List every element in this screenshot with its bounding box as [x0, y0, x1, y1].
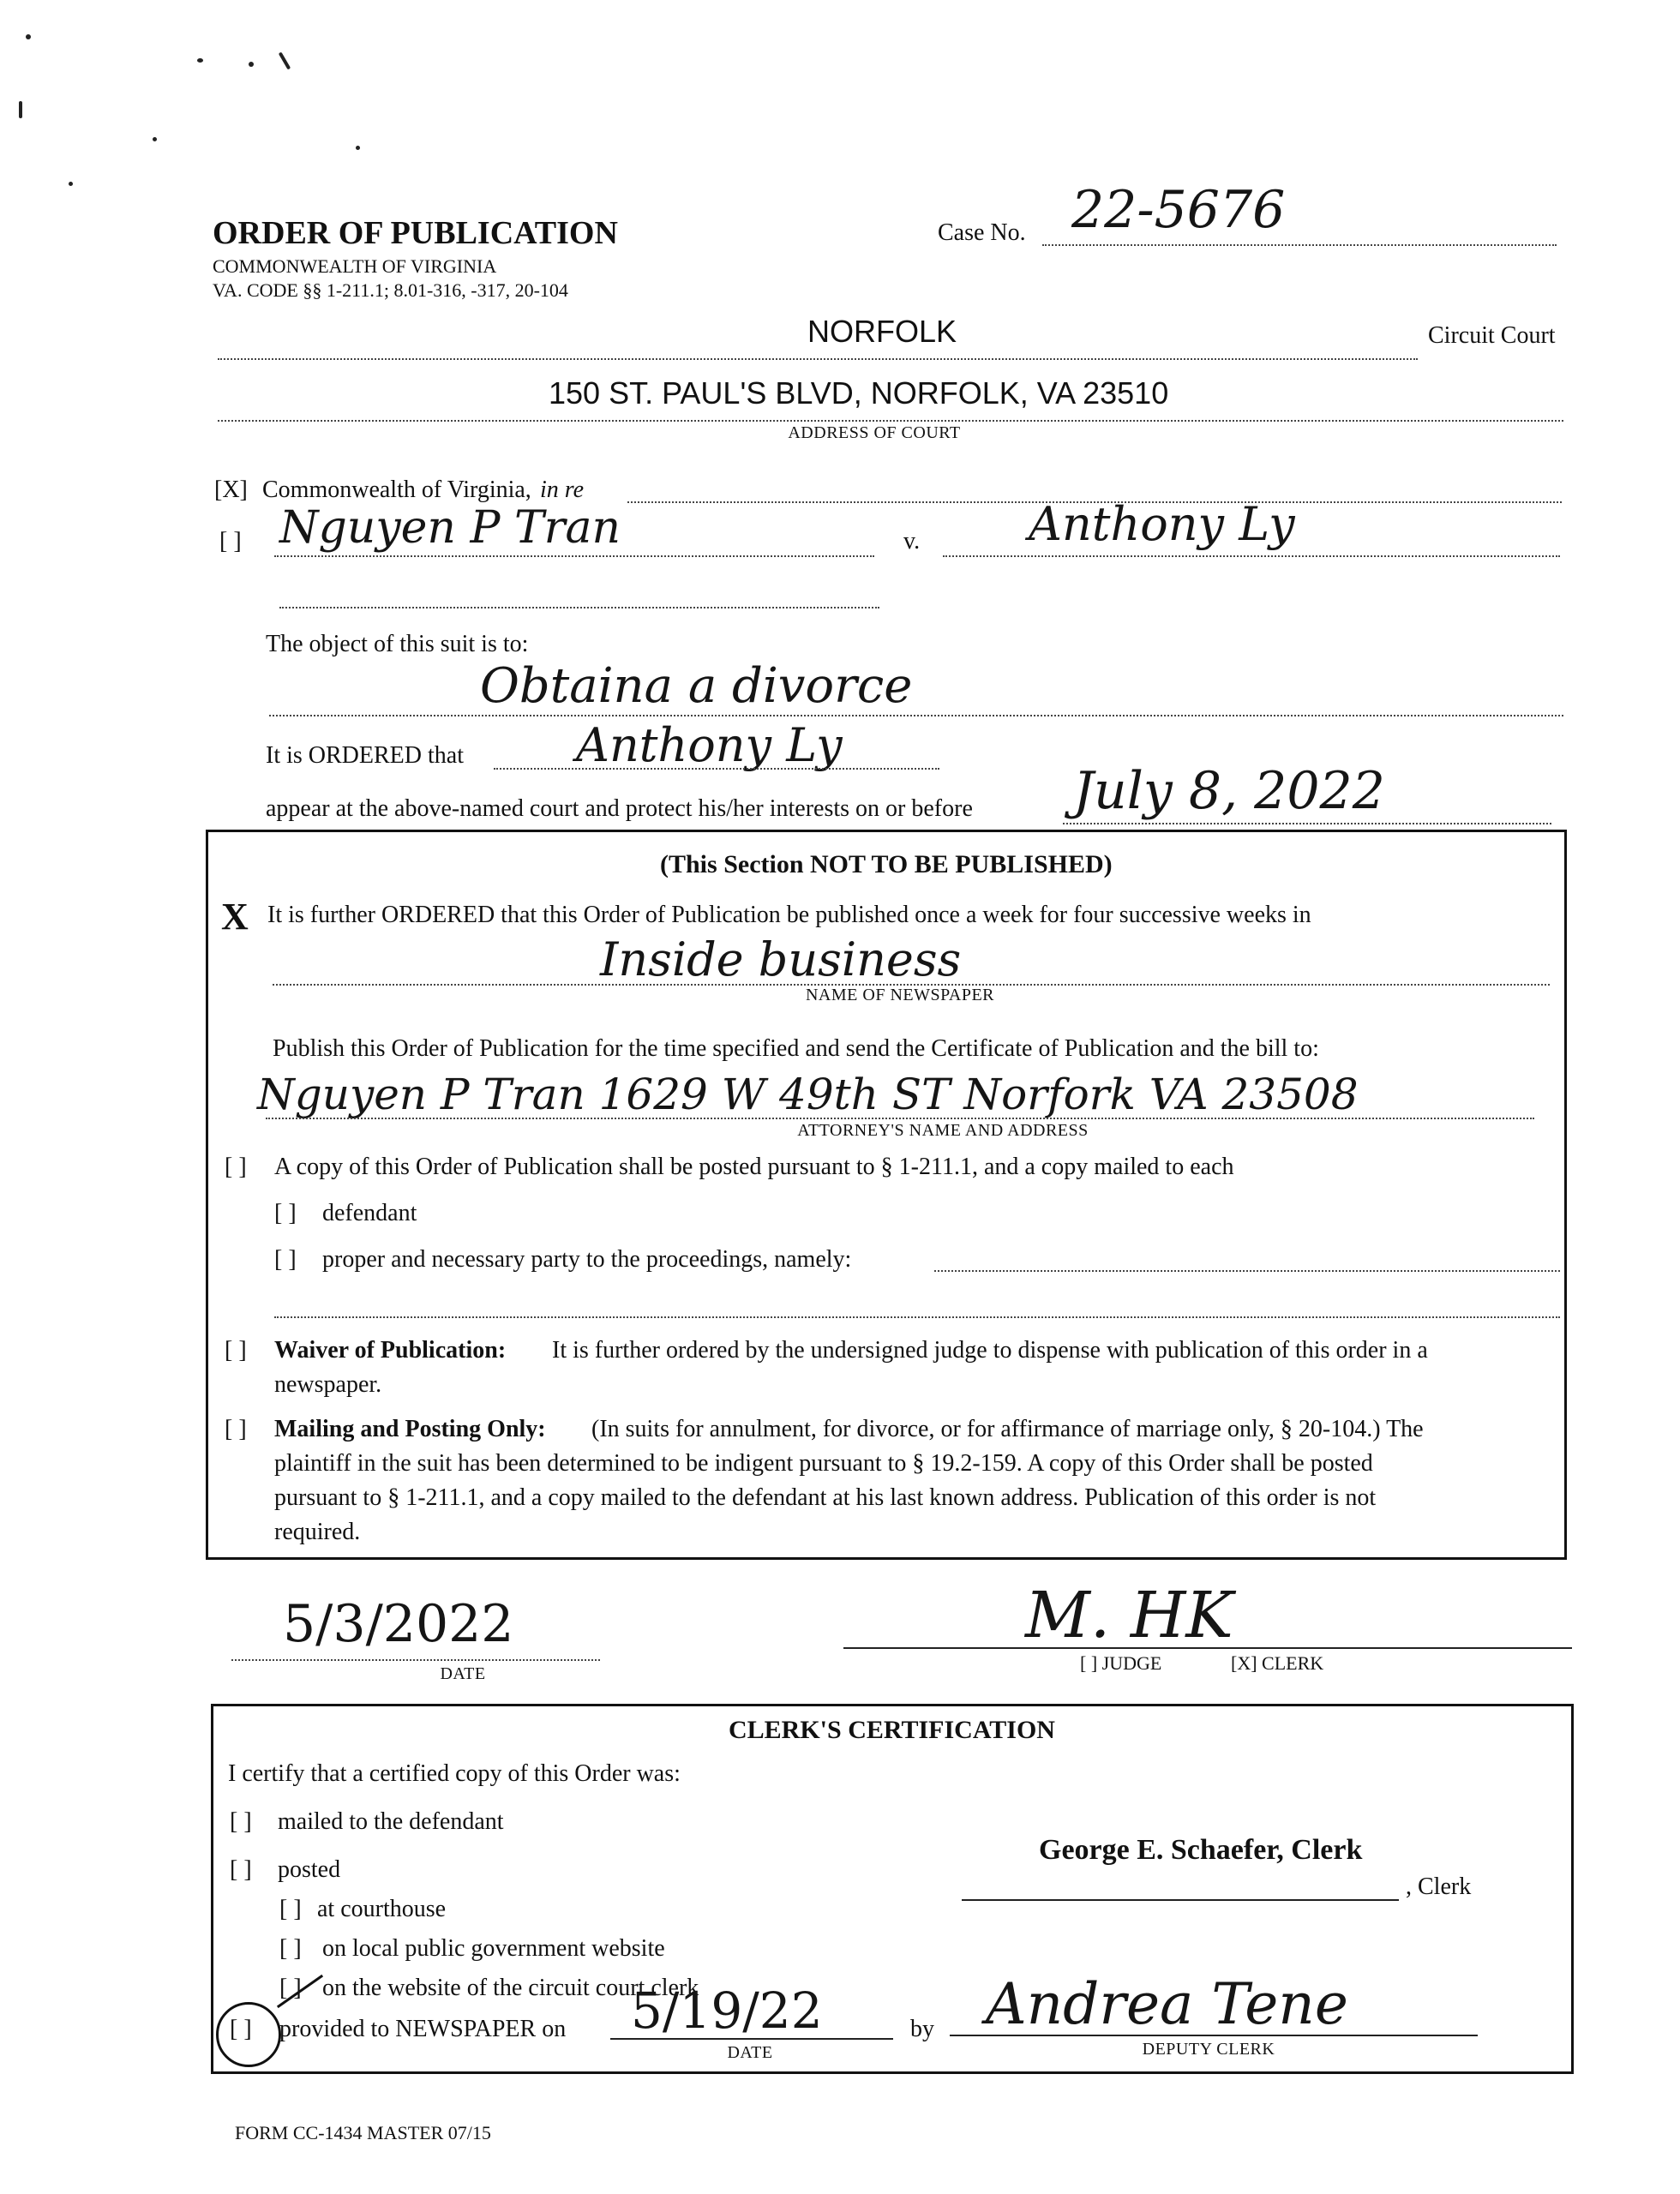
clerk-name-stamp: George E. Schaefer, Clerk	[1039, 1834, 1363, 1866]
mailing-line-1: (In suits for annulment, for divorce, or for affirmance of marriage only, § 20-104.) The	[591, 1416, 1424, 1442]
newspaper-name: Inside business	[600, 932, 962, 986]
publish-text: It is further ORDERED that this Order of Publication be published once a week for four successive weeks in	[267, 902, 1311, 928]
party-extra-line	[274, 1316, 1560, 1318]
commonwealth-checkbox[interactable]: [X]	[214, 477, 248, 503]
court-address: 150 ST. PAUL'S BLVD, NORFOLK, VA 23510	[549, 375, 1169, 411]
appear-date-line	[1063, 823, 1551, 824]
object-line	[269, 715, 1563, 716]
plaintiff-name: Nguyen P Tran	[279, 502, 621, 554]
clerk-certification-heading: CLERK'S CERTIFICATION	[729, 1716, 1055, 1744]
not-published-heading: (This Section NOT TO BE PUBLISHED)	[660, 850, 1113, 878]
attorney-name-address: Nguyen P Tran 1629 W 49th ST Norfork VA 23508	[257, 1070, 1359, 1119]
signature-line	[843, 1647, 1572, 1649]
plaintiff-line	[274, 555, 874, 557]
object-of-suit: Obtaina a divorce	[480, 658, 913, 714]
object-label: The object of this suit is to:	[266, 631, 529, 657]
scan-speck	[69, 182, 73, 186]
provided-circle-mark	[216, 2002, 281, 2067]
publish-checkbox[interactable]: X	[221, 896, 249, 938]
mailing-line-4: required.	[274, 1519, 361, 1545]
parties-extra-line	[279, 607, 879, 608]
defendant-checkbox[interactable]: [ ]	[274, 1200, 297, 1226]
party-checkbox[interactable]: [ ]	[274, 1246, 297, 1273]
form-id: FORM CC-1434 MASTER 07/15	[235, 2122, 491, 2143]
appear-label: appear at the above-named court and protect his/her interests on or before	[266, 795, 973, 822]
posted-checkbox[interactable]: [ ]	[225, 1154, 247, 1180]
versus-label: v.	[903, 528, 921, 554]
waiver-checkbox[interactable]: [ ]	[225, 1337, 247, 1364]
address-of-court-label: ADDRESS OF COURT	[788, 423, 961, 442]
case-no-handwritten: 22-5676	[1071, 180, 1286, 240]
commonwealth-label: Commonwealth of Virginia,	[262, 477, 531, 503]
courthouse-text: at courthouse	[317, 1896, 447, 1922]
court-address-line	[218, 420, 1563, 422]
newspaper-label: NAME OF NEWSPAPER	[805, 986, 995, 1004]
court-name-line	[218, 358, 1418, 360]
case-no-line	[1042, 244, 1557, 246]
deputy-signature-line	[950, 2035, 1478, 2036]
scan-speck	[26, 34, 31, 39]
provided-date-label: DATE	[727, 2043, 773, 2062]
provided-text: provided to NEWSPAPER on	[279, 2016, 567, 2042]
scan-speck	[153, 137, 157, 141]
by-label: by	[910, 2016, 934, 2042]
mailing-line-3: pursuant to § 1-211.1, and a copy mailed to the defendant at his last known address. Publication of this order is not	[274, 1484, 1377, 1511]
ordered-party: Anthony Ly	[576, 718, 843, 772]
local-website-checkbox[interactable]: [ ]	[279, 1935, 302, 1962]
judge-label: [ ] JUDGE	[1080, 1652, 1162, 1674]
order-date-line	[231, 1659, 600, 1661]
defendant-name: Anthony Ly	[1029, 497, 1295, 551]
provided-date: 5/19/22	[631, 1981, 823, 2040]
attorney-line	[266, 1118, 1534, 1119]
mailing-title: Mailing and Posting Only:	[274, 1416, 546, 1442]
defendant-text: defendant	[322, 1200, 417, 1226]
clerk-suffix-label: , Clerk	[1406, 1873, 1472, 1900]
scan-speck	[197, 58, 203, 63]
attorney-label: ATTORNEY'S NAME AND ADDRESS	[797, 1121, 1089, 1140]
in-re-label: in re	[540, 477, 585, 503]
cert-posted-text: posted	[278, 1856, 341, 1883]
order-date-label: DATE	[440, 1664, 486, 1683]
circuit-court-label: Circuit Court	[1428, 322, 1556, 349]
cert-posted-checkbox[interactable]: [ ]	[230, 1856, 252, 1883]
courthouse-checkbox[interactable]: [ ]	[279, 1896, 302, 1922]
deputy-clerk-signature: Andrea Tene	[986, 1971, 1348, 2037]
appear-date: July 8, 2022	[1073, 761, 1385, 821]
scan-speck	[279, 51, 291, 69]
form-title: ORDER OF PUBLICATION	[213, 215, 618, 251]
clerk-label: [X] CLERK	[1231, 1652, 1324, 1674]
scan-speck	[249, 62, 254, 67]
ordered-label: It is ORDERED that	[266, 742, 464, 769]
send-bill-text: Publish this Order of Publication for the time specified and send the Certificate of Publication and the bill to:	[273, 1035, 1319, 1062]
court-name: NORFOLK	[807, 314, 957, 349]
mailing-checkbox[interactable]: [ ]	[225, 1416, 247, 1442]
waiver-text-2: newspaper.	[274, 1371, 382, 1398]
certify-intro: I certify that a certified copy of this Order was:	[228, 1760, 681, 1787]
scan-speck	[19, 101, 22, 118]
ordered-party-line	[494, 768, 939, 770]
provided-checkbox[interactable]: [ ]	[230, 2016, 252, 2042]
circuit-website-checkbox[interactable]: [ ]	[279, 1975, 302, 2001]
mailed-checkbox[interactable]: [ ]	[230, 1808, 252, 1835]
scan-speck	[356, 146, 360, 150]
circuit-website-text: on the website of the circuit court clerk	[322, 1975, 699, 2001]
parties-checkbox[interactable]: [ ]	[219, 528, 242, 554]
party-text: proper and necessary party to the proceedings, namely:	[322, 1246, 852, 1273]
judge-clerk-signature: M. HK	[1025, 1579, 1233, 1652]
case-no-label: Case No.	[938, 219, 1026, 246]
provided-date-line	[610, 2038, 893, 2040]
clerk-name-line	[962, 1899, 1399, 1901]
waiver-text: It is further ordered by the undersigned judge to dispense with publication of this order in a	[552, 1337, 1428, 1364]
mailed-text: mailed to the defendant	[278, 1808, 504, 1835]
waiver-title: Waiver of Publication:	[274, 1337, 507, 1364]
party-line	[934, 1270, 1560, 1272]
mailing-line-2: plaintiff in the suit has been determined to be indigent pursuant to § 19.2-159. A copy of this Order shall be posted	[274, 1450, 1373, 1477]
deputy-clerk-label: DEPUTY CLERK	[1142, 2040, 1275, 2059]
jurisdiction: COMMONWEALTH OF VIRGINIA	[213, 255, 497, 277]
local-website-text: on local public government website	[322, 1935, 665, 1962]
defendant-line	[943, 555, 1560, 557]
order-date: 5/3/2022	[283, 1594, 514, 1654]
code-reference: VA. CODE §§ 1-211.1; 8.01-316, -317, 20-104	[213, 279, 568, 301]
posted-text: A copy of this Order of Publication shall be posted pursuant to § 1-211.1, and a copy mailed to each	[274, 1154, 1234, 1180]
